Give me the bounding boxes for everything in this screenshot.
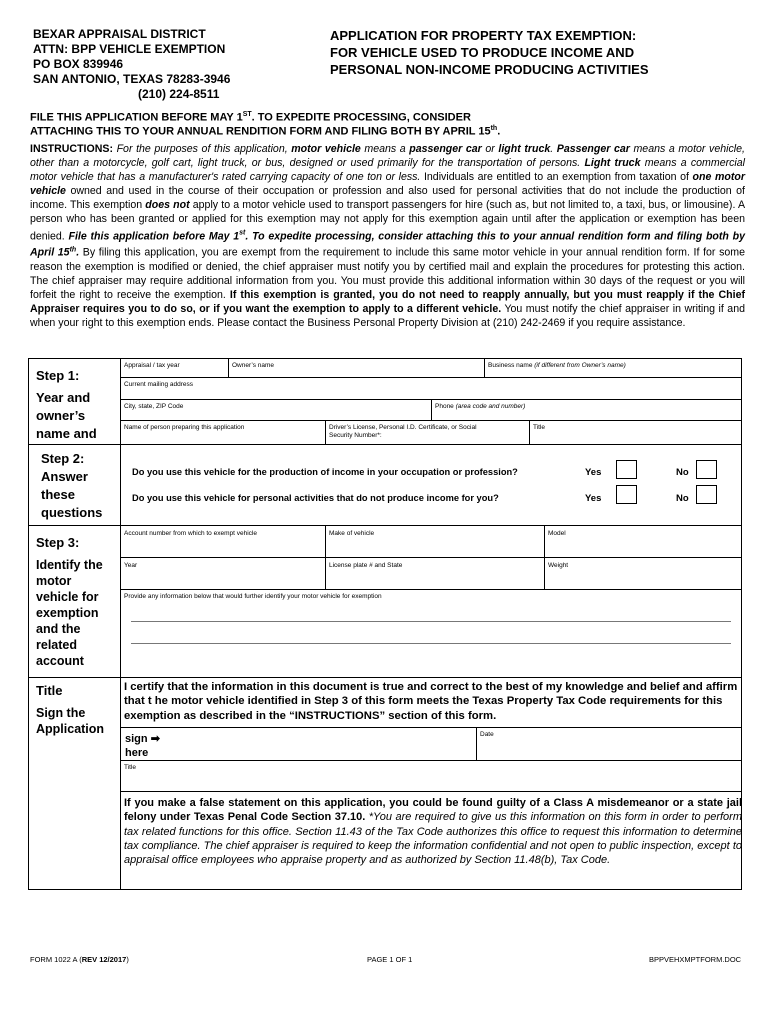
step4-subtitle: Sign the Application: [36, 706, 105, 736]
vehicle-model-field[interactable]: Model: [548, 530, 566, 537]
false-statement-warning: If you make a false statement on this application, you could be found guilty of a Class A misdemeanor or a state jail felony under Texas Penal Code Section 37.10. *You are required to give us this information on this form in order to perform tax related functions for this office. Section 11.43 of the Tax Code authorizes this office to request this information to determine tax compliance. The chief appraiser is required to keep the information confidential and not open to public inspection, except to appraisal office employees who appraise property and as authorized by Section 11.48(b), Tax Code.: [124, 797, 742, 867]
step3-subtitle: Identify the motor vehicle for exemption and the related account: [36, 558, 103, 668]
vehicle-make-field[interactable]: Make of vehicle: [329, 530, 375, 537]
form-number: FORM 1022 A (REV 12/2017): [30, 955, 129, 964]
owner-name-field[interactable]: Owner’s name: [232, 362, 275, 369]
attention-line: ATTN: BPP VEHICLE EXEMPTION: [33, 42, 226, 56]
vehicle-year-field[interactable]: Year: [124, 562, 138, 569]
phone-field[interactable]: Phone (area code and number): [435, 403, 526, 410]
license-number-field[interactable]: Driver’s License, Personal I.D. Certificate, or Social Security Number*:: [329, 424, 477, 439]
filing-deadline-line-2: ATTACHING THIS TO YOUR ANNUAL RENDITION FORM AND FILING BOTH BY APRIL 15th.: [30, 125, 501, 138]
sign-here-label: sign ➡ here: [125, 733, 160, 759]
city-line: SAN ANTONIO, TEXAS 78283-3946: [33, 72, 231, 86]
vehicle-info-line-2[interactable]: [131, 643, 731, 644]
step2-title: Step 2: Answer these questions: [41, 451, 103, 520]
district-address-block: [33, 27, 230, 102]
preparer-title-field[interactable]: Title: [533, 424, 546, 431]
appraisal-year-field[interactable]: Appraisal / tax year: [124, 362, 180, 369]
district-phone: (210) 224-8511: [138, 87, 220, 101]
date-field[interactable]: Date: [480, 731, 494, 738]
po-box: PO BOX 839946: [33, 57, 124, 71]
form-title-line-1: APPLICATION FOR PROPERTY TAX EXEMPTION:: [330, 28, 637, 43]
question-income-use: Do you use this vehicle for the production of income in your occupation or profession?: [132, 467, 518, 477]
q1-yes-label: Yes: [585, 467, 602, 478]
step1-title: Step 1:: [36, 368, 80, 383]
vehicle-weight-field[interactable]: Weight: [548, 562, 569, 569]
q1-no-label: No: [676, 467, 689, 478]
q2-yes-checkbox[interactable]: [616, 485, 637, 504]
q1-no-checkbox[interactable]: [696, 460, 717, 479]
instructions-paragraph: INSTRUCTIONS: For the purposes of this application, motor vehicle means a passenger car or light truck. Passenger car means a motor vehicle, other than a motorcycle, golf cart, light truck, or bus, designed or used primarily for the transportation of persons. Light truck means a commercial motor vehicle that has a manufacturer's rated carrying capacity of one ton or less. Individuals are entitled to an exemption from taxation of one motor vehicle owned and used in the course of their occupation or profession and also used for personal activities that do not include the production of income. This exemption does not apply to a motor vehicle used to transport passengers for hire (such as, but not limited to, a taxi, bus, or limousine). A person who has been granted or applied for this exemption may not apply for this exemption again until after the application or exemption has been denied. File this application before May 1st. To expedite processing, consider attaching this to your annual rendition form and filing both by April 15th. By filing this application, you are exempt from the requirement to include this same motor vehicle in your annual rendition form. If for some reason the exemption is modified or denied, the chief appraiser must notify you by certified mail and explain the procedures for protesting this action. The chief appraiser may require additional information from you. You must provide this additional information within 30 days of the request or you will forfeit the right to receive the exemption. If this exemption is granted, you do not need to reapply annually, but you must reapply if the Chief Appraiser requires you to do so, or if you want the exemption to apply to a different vehicle. You must notify the chief appraiser in writing if and when your right to this exemption ends. Please contact the Business Personal Property Division at (210) 242-2469 if you require assistance.: [30, 143, 746, 330]
mailing-address-field[interactable]: Current mailing address: [124, 381, 194, 388]
account-number-field[interactable]: Account number from which to exempt vehicle: [124, 530, 257, 537]
q2-no-label: No: [676, 493, 689, 504]
signer-title-field[interactable]: Title: [124, 764, 137, 771]
city-state-zip-field[interactable]: City, state, ZIP Code: [124, 403, 184, 410]
vehicle-info-line-1[interactable]: [131, 621, 731, 622]
preparer-name-field[interactable]: Name of person preparing this application: [124, 424, 245, 431]
q2-yes-label: Yes: [585, 493, 602, 504]
form-title-line-3: PERSONAL NON-INCOME PRODUCING ACTIVITIES: [330, 62, 649, 77]
signature-field[interactable]: [170, 728, 470, 758]
step4-title: Title: [36, 683, 63, 698]
certification-statement: I certify that the information in this document is true and correct to the best of my knowledge and belief and affirm that t he motor vehicle identified in Step 3 of this form meets the Texas Property Tax Code requirements for this exemption as described in the “INSTRUCTIONS” section of this form.: [124, 681, 738, 722]
step1-subtitle: Year and owner’s name and: [36, 390, 97, 441]
file-name: BPPVEHXMPTFORM.DOC: [649, 955, 742, 964]
form-title: [330, 27, 649, 78]
question-personal-use: Do you use this vehicle for personal activities that do not produce income for you?: [132, 493, 499, 503]
sign-arrow-icon: ➡: [150, 733, 160, 745]
q2-no-checkbox[interactable]: [696, 485, 717, 504]
vehicle-other-info-label: Provide any information below that would further identify your motor vehicle for exemption: [124, 593, 382, 600]
business-name-field[interactable]: Business name (if different from Owner’s name): [488, 362, 626, 369]
license-plate-field[interactable]: License plate # and State: [329, 562, 403, 569]
district-name: BEXAR APPRAISAL DISTRICT: [33, 27, 206, 41]
form-title-line-2: FOR VEHICLE USED TO PRODUCE INCOME AND: [330, 45, 635, 60]
q1-yes-checkbox[interactable]: [616, 460, 637, 479]
step3-title: Step 3:: [36, 535, 80, 550]
page-number: PAGE 1 OF 1: [367, 955, 413, 964]
filing-deadline-line-1: FILE THIS APPLICATION BEFORE MAY 1ST. TO EXPEDITE PROCESSING, CONSIDER: [30, 111, 471, 124]
